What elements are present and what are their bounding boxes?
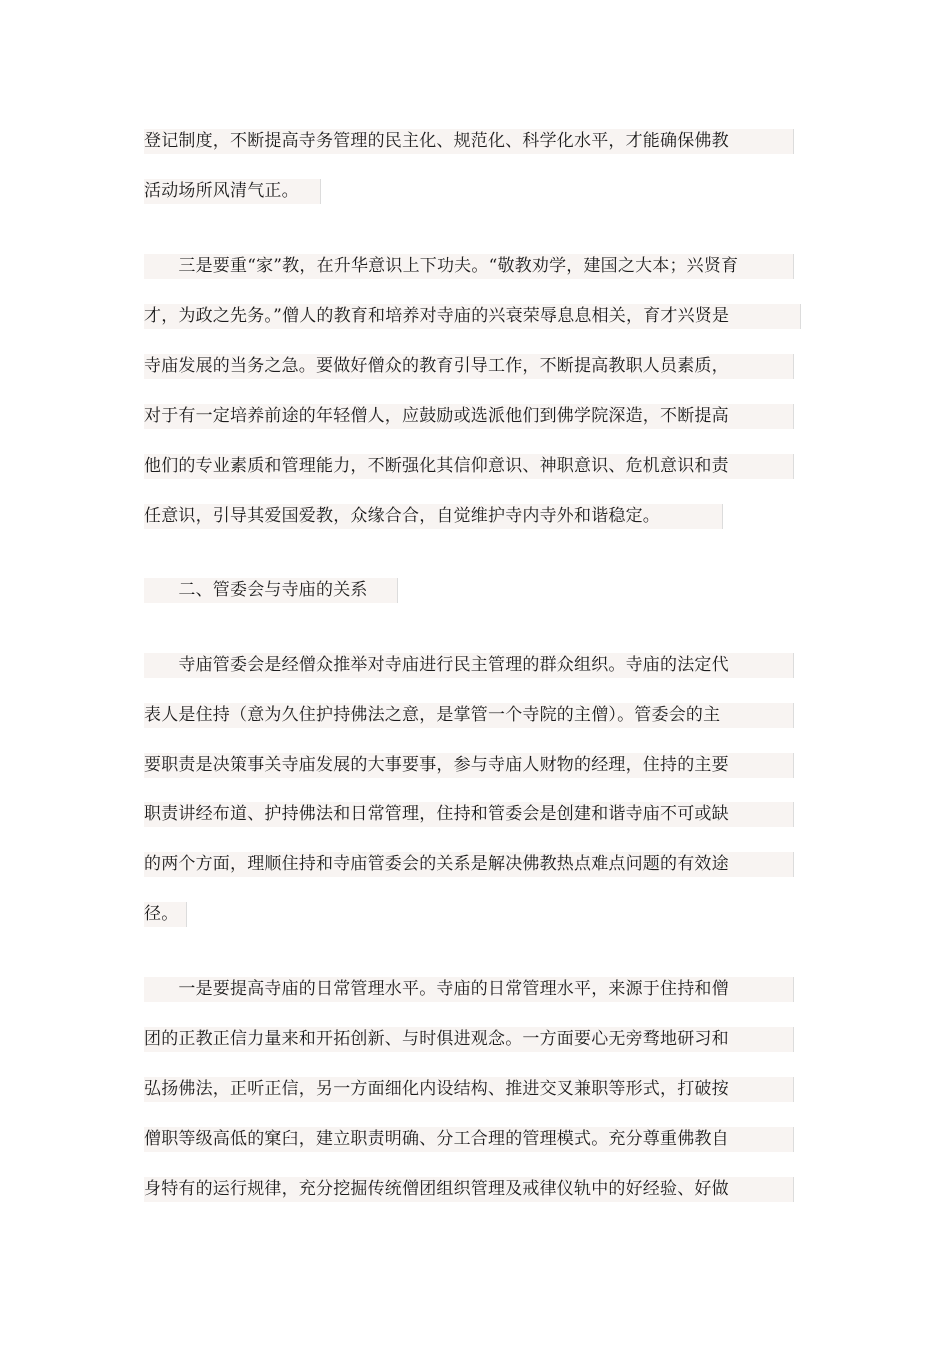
section-heading: 二、管委会与寺庙的关系	[144, 578, 398, 603]
text-line: 三是要重“家”教，在升华意识上下功夫。“敬教劝学，建国之大本；兴贤育	[144, 254, 794, 279]
text-line: 团的正教正信力量来和开拓创新、与时俱进观念。一方面要心无旁骛地研习和	[144, 1027, 794, 1052]
text-line: 寺庙发展的当务之急。要做好僧众的教育引导工作，不断提高教职人员素质，	[144, 354, 794, 379]
text-line: 径。	[144, 902, 187, 927]
text-line: 僧职等级高低的窠臼，建立职责明确、分工合理的管理模式。充分尊重佛教自	[144, 1127, 794, 1152]
text-line: 才，为政之先务。”僧人的教育和培养对寺庙的兴衰荣辱息息相关，育才兴贤是	[144, 304, 801, 329]
text-line: 对于有一定培养前途的年轻僧人，应鼓励或选派他们到佛学院深造，不断提高	[144, 404, 794, 429]
text-line: 一是要提高寺庙的日常管理水平。寺庙的日常管理水平，来源于住持和僧	[144, 977, 794, 1002]
text-line: 身特有的运行规律，充分挖掘传统僧团组织管理及戒律仪轨中的好经验、好做	[144, 1177, 794, 1202]
text-line: 职责讲经布道、护持佛法和日常管理，住持和管委会是创建和谐寺庙不可或缺	[144, 802, 794, 827]
text-line: 登记制度，不断提高寺务管理的民主化、规范化、科学化水平，才能确保佛教	[144, 129, 794, 154]
text-line: 弘扬佛法，正听正信，另一方面细化内设结构、推进交叉兼职等形式，打破按	[144, 1077, 794, 1102]
text-line: 要职责是决策事关寺庙发展的大事要事，参与寺庙人财物的经理，住持的主要	[144, 753, 794, 778]
text-line: 活动场所风清气正。	[144, 179, 321, 204]
text-line: 寺庙管委会是经僧众推举对寺庙进行民主管理的群众组织。寺庙的法定代	[144, 653, 794, 678]
text-line: 表人是住持（意为久住护持佛法之意，是掌管一个寺院的主僧）。管委会的主	[144, 703, 794, 728]
text-line: 的两个方面，理顺住持和寺庙管委会的关系是解决佛教热点难点问题的有效途	[144, 852, 794, 877]
text-line: 他们的专业素质和管理能力，不断强化其信仰意识、神职意识、危机意识和责	[144, 454, 794, 479]
text-line: 任意识，引导其爱国爱教，众缘合合，自觉维护寺内寺外和谐稳定。	[144, 504, 723, 529]
